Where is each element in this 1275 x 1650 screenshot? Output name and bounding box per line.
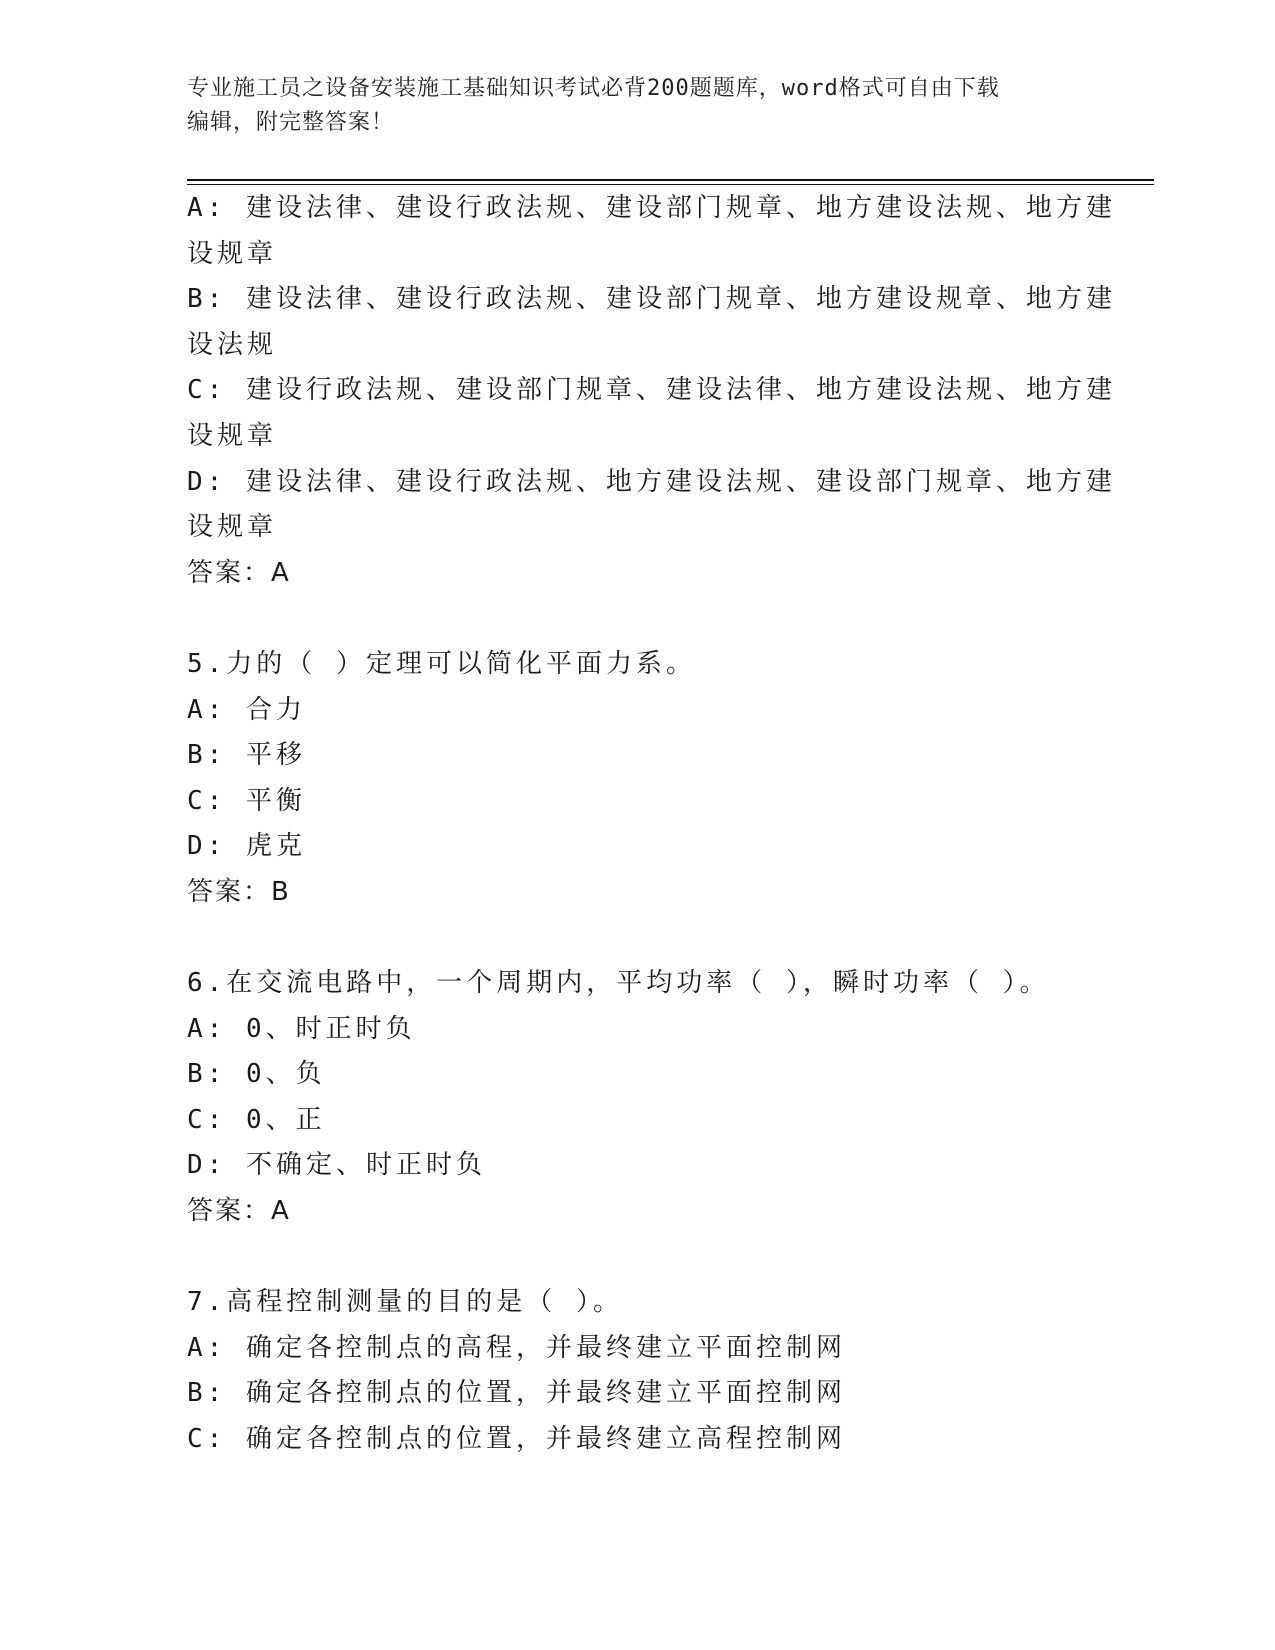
- q5-option-d: D: 虎克: [187, 831, 306, 862]
- q6-option-d: D: 不确定、时正时负: [187, 1150, 486, 1181]
- q4-option-b-line-2: 设法规: [187, 329, 278, 360]
- document-header: [187, 72, 1087, 140]
- question-6-block: [187, 961, 1087, 1235]
- q5-option-b: B: 平移: [187, 740, 306, 771]
- q6-option-b: B: 0、负: [187, 1059, 326, 1090]
- header-divider-thin: [187, 184, 1154, 185]
- q6-question: 6.在交流电路中，一个周期内，平均功率（ ），瞬时功率（ ）。: [187, 968, 1050, 999]
- q4-option-d-line-1: D: 建设法律、建设行政法规、地方建设法规、建设部门规章、地方建: [187, 466, 1116, 497]
- q7-option-c: C: 确定各控制点的位置，并最终建立高程控制网: [187, 1424, 846, 1455]
- q4-option-a-line-1: A: 建设法律、建设行政法规、建设部门规章、地方建设法规、地方建: [187, 193, 1116, 223]
- question-7-block: [187, 1280, 1087, 1462]
- q5-option-a: A: 合力: [187, 694, 306, 725]
- question-4-block: [187, 186, 1116, 596]
- q4-option-d-line-2: 设规章: [187, 512, 278, 543]
- document-body: [187, 186, 1116, 1463]
- q6-option-c: C: 0、正: [187, 1104, 326, 1135]
- q6-option-a: A: 0、时正时负: [187, 1013, 416, 1044]
- q4-option-c-line-2: 设规章: [187, 420, 278, 451]
- header-line-2: 编辑，附完整答案！: [187, 110, 395, 135]
- spacer: [187, 916, 1087, 962]
- q7-question: 7.高程控制测量的目的是（ ）。: [187, 1287, 623, 1318]
- header-line-1: 专业施工员之设备安装施工基础知识考试必背200题题库，word格式可自由下载: [187, 76, 1000, 101]
- q5-option-c: C: 平衡: [187, 785, 306, 816]
- spacer: [187, 596, 1087, 642]
- q6-answer: 答案：A: [187, 1196, 291, 1227]
- q7-option-b: B: 确定各控制点的位置，并最终建立平面控制网: [187, 1378, 846, 1409]
- q4-answer: 答案：A: [187, 557, 291, 588]
- q5-question: 5.力的（ ）定理可以简化平面力系。: [187, 648, 696, 679]
- question-5-block: [187, 642, 1087, 916]
- q4-option-c-line-1: C: 建设行政法规、建设部门规章、建设法律、地方建设法规、地方建: [187, 375, 1116, 406]
- q7-option-a: A: 确定各控制点的高程，并最终建立平面控制网: [187, 1332, 846, 1363]
- header-divider-thick: [187, 179, 1154, 181]
- q5-answer: 答案：B: [187, 876, 291, 907]
- q4-option-b-line-1: B: 建设法律、建设行政法规、建设部门规章、地方建设规章、地方建: [187, 284, 1116, 315]
- q4-option-a-line-2: 设规章: [187, 238, 278, 269]
- spacer: [187, 1235, 1087, 1281]
